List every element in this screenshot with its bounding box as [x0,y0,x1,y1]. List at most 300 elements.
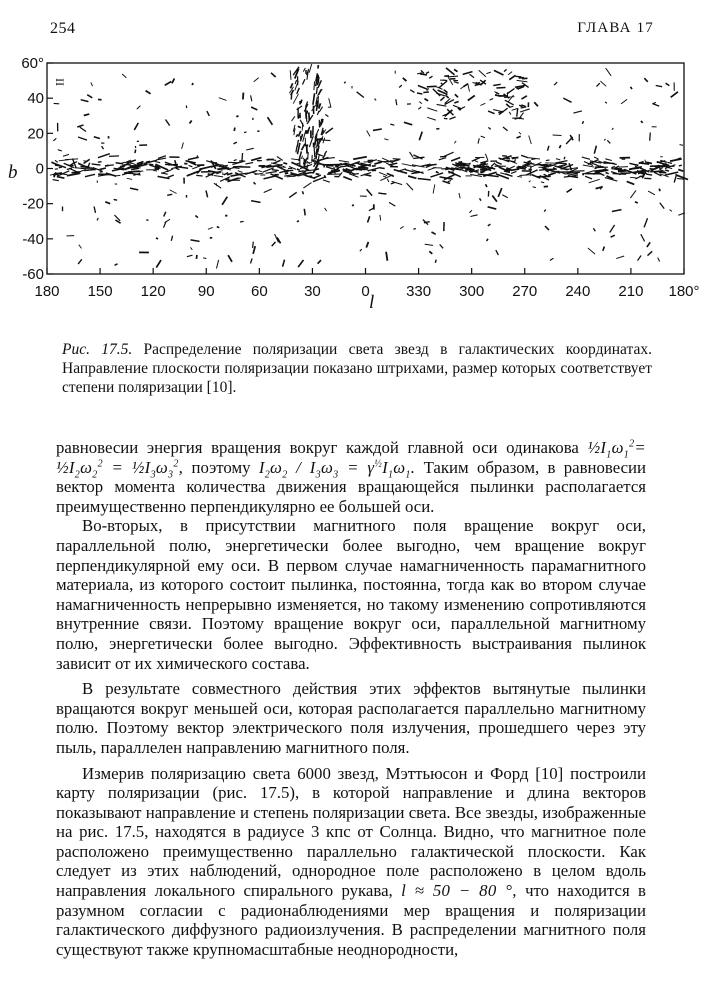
x-tick-label: 240 [565,283,591,300]
polarization-vector [563,98,571,102]
polarization-vector [603,247,605,251]
polarization-vector [344,82,345,84]
polarization-vector [296,163,300,164]
polarization-vector [166,120,170,126]
polarization-vector [318,65,319,69]
polarization-vector [597,83,600,87]
polarization-vector [641,234,645,241]
polarization-vector [191,247,193,250]
polarization-vector [648,191,655,195]
polarization-vector [647,242,650,247]
polarization-vector [91,83,93,87]
polarization-vector [679,165,682,166]
polarization-vectors [50,64,688,269]
polarization-vector [251,95,252,101]
polarization-vector [295,80,297,84]
polarization-vector [234,128,235,131]
polarization-vector [130,188,138,190]
polarization-vector [222,197,227,205]
polarization-vector [594,146,596,154]
polarization-vector [168,175,174,178]
polarization-vector [81,100,89,102]
polarization-vector [296,134,298,137]
polarization-vector [433,89,440,96]
polarization-vector [87,95,92,98]
polarization-vector [190,121,192,124]
paragraph-1 [56,438,646,516]
polarization-vector [316,87,317,94]
polarization-vector [292,116,295,121]
polarization-vector [455,94,458,97]
polarization-vector [246,148,254,150]
polarization-vector [374,162,382,164]
y-axis-title: b [8,162,18,183]
polarization-vector [429,76,432,78]
polarization-vector [568,176,578,178]
polarization-vector [58,173,62,174]
polarization-vector [533,187,536,188]
polarization-vector [418,86,427,90]
polarization-vector [606,173,609,174]
polarization-vector [419,132,422,141]
polarization-vector [508,72,512,75]
polarization-vector [659,189,660,192]
polarization-vector [234,142,237,144]
polarization-vector [660,203,664,209]
polarization-vector [264,176,277,179]
polarization-vector [631,87,633,89]
polarization-vector [511,169,519,170]
polarization-vector [612,210,622,212]
polarization-vector [516,76,522,77]
polarization-vector [573,111,582,113]
polarization-vector [448,181,451,182]
polarization-vector [325,114,328,116]
polarization-vector [238,171,243,173]
polarization-vector [57,177,65,179]
polarization-vector [380,215,381,221]
polarization-vector [527,158,540,160]
polarization-vector [611,167,615,168]
polarization-vector [242,153,243,161]
polarization-vector [339,161,349,163]
longitude-range: l ≈ 50 − 80 °, [401,881,517,901]
polarization-vector [548,146,549,151]
polarization-vector [509,112,511,115]
x-tick-label: 210 [618,283,644,300]
polarization-vector [208,227,213,229]
p1-text-b: поэтому [191,457,251,477]
x-tick-label: 180 [34,283,60,300]
polarization-vector [234,160,237,161]
polarization-vector [318,136,323,147]
polarization-vector [156,260,161,268]
polarization-vector [407,183,414,190]
polarization-vector [379,172,387,175]
polarization-vector [98,162,102,163]
polarization-vector [454,69,457,71]
polarization-vector [392,160,399,162]
polarization-vector [613,174,627,175]
polarization-vector [413,229,415,230]
x-tick-label: 180° [668,283,700,300]
polarization-vector [493,84,500,85]
polarization-vector [502,156,507,157]
polarization-vector [506,158,510,159]
polarization-vector [153,170,157,171]
polarization-vector [313,93,315,105]
polarization-vector [155,162,160,163]
p4-text-a: Измерив поляризацию света 6000 звезд, Мэттьюсон и Форд [10] построили карту поляризации (рис. 17.5), в которой направление и длина векторов показывают направление и степень поляризации света. Все звезды, изображенные на рис. 17.5, находятся в радиусе 3 кпс от Солнца. Видно, что магнитное поле расположено преимущественно параллельно галактической плоскости. Как следует из этих наблюдений, однородное поле расположено в целом вдоль направления локального спирального рукава, [56,763,646,901]
polarization-vector [137,106,141,110]
polarization-vector [131,168,139,169]
x-tick-label: 0 [361,283,370,300]
polarization-vector [400,226,404,228]
energy-equation: $\frac{1}{2}I_1\omega_1^2=$ $\frac{1}{2}I_2\omega_2^2$ = $\frac{1}{2}I_3\omega_3^2$, [56,438,646,480]
polarization-vector [529,181,531,182]
polarization-vector [135,150,136,154]
polarization-vector [418,179,431,180]
polarization-vector [418,107,421,109]
polarization-vector [545,163,558,164]
polarization-vector [84,114,90,115]
polarization-vector [546,160,550,161]
polarization-vector [408,176,416,178]
polarization-vector [480,103,485,105]
polarization-vector [470,74,474,77]
polarization-vector [491,163,495,167]
polarization-vector [650,133,651,141]
polarization-vector [496,250,499,255]
polarization-vector [364,168,368,169]
polarization-vector [387,179,389,182]
polarization-vector [504,69,507,71]
polarization-vector [203,258,206,259]
polarization-vector [316,156,317,160]
x-axis-title: l [369,292,375,312]
page-number: 254 [50,20,76,37]
polarization-vector [511,171,516,173]
polarization-vector [243,93,244,100]
polarization-vector [253,242,254,248]
polarization-vector [517,136,521,138]
polarization-vector [105,202,110,204]
polarization-vector [582,121,583,124]
polarization-vector [410,152,414,158]
polarization-vector [297,221,299,222]
caption-label: Рис. 17.5. [62,341,133,358]
polarization-vector [352,205,354,206]
polarization-vector [665,170,669,171]
polarization-vector [541,182,544,183]
polarization-vector [463,72,473,75]
polarization-vector [519,118,524,119]
paragraph-2: Во-вторых, в присутствии магнитного поля вращение вокруг оси, параллельной полю, энергетически более выгодно, чем вращение вокруг перпендикулярной ему оси. В первом случае намагниченность парамагнитного материала, из которого состоит пылинка, постоянна, тогда как во втором случае намагниченность непрерывно изменяется, но такому изменению сопротивляются внутренние связи. Поэтому вращение вокруг оси, параллельной магнитному полю, энергетически более выгодно. Эффективность выстраивания пылинок зависит от их химического состава. [56,516,646,673]
polarization-vector [302,170,314,171]
polarization-vector [196,175,202,176]
polarization-vector [499,167,507,171]
polarization-vector [440,97,444,101]
polarization-vector [419,102,421,104]
polarization-vector [114,199,118,200]
y-tick-label: 20 [27,125,44,143]
polarization-vector [171,236,172,241]
polarization-vector [641,121,643,123]
polarization-vector [605,159,612,161]
polarization-vector [94,207,95,213]
polarization-vector [67,173,80,175]
polarization-vector [251,107,257,110]
polarization-vector [165,82,172,86]
paragraph-4 [56,764,646,960]
polarization-vector [436,172,439,173]
polarization-vector [321,140,330,141]
x-tick-label: 330 [406,283,432,300]
polarization-vector [612,128,613,130]
polarization-vector [53,180,59,181]
polarization-vector [481,136,485,138]
polarization-vector [677,179,684,180]
polarization-vector [309,64,312,73]
polarization-vector [567,189,572,193]
polarization-vector [146,91,151,94]
y-tick-label: -40 [22,230,44,248]
polarization-vector [172,79,175,84]
polarization-vector [192,166,200,169]
polarization-vector [605,102,607,103]
polarization-vector [375,99,377,101]
x-tick-label: 60 [250,283,268,300]
polarization-vector [325,151,327,154]
polarization-vector [621,99,627,104]
polarization-vector [420,74,427,75]
polarization-vector [254,78,259,82]
polarization-vector [245,163,253,165]
polarization-vector [454,102,458,104]
polarization-vector [631,168,639,169]
polarization-vector [559,145,560,148]
polarization-vector [519,132,521,134]
polarization-vector [499,158,502,160]
polarization-vector [671,92,678,98]
polarization-vector [486,72,491,74]
polarization-vector [427,117,436,120]
polarization-vector [487,175,498,176]
chapter-label: ГЛАВА 17 [577,20,654,36]
polarization-vector [659,172,666,173]
polarization-vector [149,164,154,165]
polarization-vector [170,190,177,194]
polarization-vector [251,201,260,203]
polarization-vector [115,264,118,266]
polarization-vector [496,162,502,164]
polarization-vector [207,111,209,116]
polarization-vector [329,98,331,107]
polarization-vector [131,166,139,167]
polarization-vector [323,180,330,182]
polarization-vector [266,172,277,174]
polarization-vector [528,161,531,163]
polarization-vector [78,137,87,140]
polarization-vector [77,125,83,127]
polarization-vector [271,73,276,77]
polarization-vector [667,162,672,163]
polarization-vector [283,260,285,267]
polarization-vector [529,136,532,145]
x-axis [34,268,699,300]
polarization-vector [449,172,454,173]
polarization-vector [486,184,488,187]
polarization-vector [488,207,497,209]
polarization-vector [353,157,367,160]
polarization-vector [272,242,276,246]
polarization-vector [264,189,272,193]
paragraph-3: В результате совместного действия этих эффектов вытянутые пылинки вращаются вокруг меньшей оси, которая располагается параллельно магнитному полю. Поэтому вектор электрического поля излучения, прошедшего через эту пыль, параллелен направлению магнитного поля. [56,679,646,757]
polarization-vector [544,210,546,212]
polarization-vector [58,150,62,151]
polarization-vector [268,117,273,125]
polarization-vector [498,188,502,197]
polarization-vector [122,74,126,78]
polarization-vector [439,81,447,88]
polarization-vector [564,157,565,160]
polarization-vector [433,184,435,193]
polarization-vector [94,137,100,139]
polarization-vector [496,88,505,89]
polarization-vector [454,141,456,143]
polarization-vector [386,252,387,261]
polarization-vector [593,228,595,231]
polarization-vector [439,158,446,160]
polarization-vector [384,139,388,140]
polarization-vector [291,159,299,160]
polarization-vector [451,158,460,162]
polarization-vector [55,165,59,166]
polarization-vector [55,160,58,162]
polarization-vector [307,115,313,124]
polarization-vector [314,81,315,90]
polarization-vector [319,103,321,108]
y-tick-label: 0 [35,160,44,178]
p1-text-d: в равновесии вектор момента количества движения вращающейся пылинки располагается преимущественно перпендикулярно ее большей оси. [56,457,646,516]
polarization-vector [298,260,303,267]
polarization-vector [396,99,397,105]
polarization-vector [100,172,103,173]
polarization-vector [84,159,90,163]
polarization-vector [182,143,184,149]
polarization-vector [618,170,624,171]
y-tick-label: 60° [21,55,44,72]
polarization-vector [219,98,227,101]
polarization-vector [616,256,624,259]
polarization-vector [585,176,592,179]
polarization-vector [315,134,317,146]
polarization-vector [276,165,282,167]
polarization-vector [548,173,556,175]
polarization-map [0,52,704,312]
polarization-vector [589,179,600,183]
polarization-vector [116,175,121,176]
polarization-vector [425,244,433,245]
polarization-vector [302,144,306,150]
polarization-vector [316,174,320,175]
polarization-vector [236,116,238,117]
polarization-vector [373,160,377,161]
polarization-vector [509,75,515,79]
polarization-vector [318,89,323,96]
polarization-vector [128,171,139,172]
polarization-vector [108,165,114,166]
polarization-vector [485,154,487,160]
polarization-vector [214,183,221,188]
polarization-vector [156,158,166,160]
polarization-vector [480,198,482,200]
polarization-vector [317,111,319,115]
polarization-vector [303,68,305,72]
polarization-vector [326,128,333,134]
polarization-vector [509,166,514,169]
polarization-vector [666,83,670,85]
polarization-vector [610,225,615,233]
polarization-vector [314,175,321,178]
polarization-vector [503,127,508,131]
polarization-vector [367,131,370,137]
polarization-vector [109,156,119,157]
y-tick-label: -20 [22,195,44,213]
polarization-vector [611,235,615,237]
ratio-equation: $I_2\omega_2 / I_3\omega_3 = \gamma^{\frac{1}{2}}I_1\omega_1$. [258,457,416,480]
polarization-vector [453,105,461,108]
polarization-vector [680,145,684,146]
polarization-vector [357,92,364,98]
polarization-vector [297,169,300,170]
polarization-vector [343,177,352,180]
polarization-vector [678,170,683,172]
polarization-vector [63,154,69,156]
polarization-vector [486,166,489,167]
polarization-vector [644,78,648,82]
y-tick-label: -60 [22,266,44,283]
polarization-vector [502,195,508,198]
polarization-vector [293,94,298,104]
polarization-vector [380,168,385,169]
polarization-vector [547,165,555,166]
polarization-vector [318,260,321,264]
polarization-vector [59,167,62,168]
polarization-vector [446,68,455,75]
polarization-vector [301,100,302,104]
polarization-vector [635,202,638,203]
polarization-vector [648,251,653,255]
polarization-vector [435,260,436,263]
polarization-vector [656,86,662,87]
polarization-vector [410,90,414,93]
polarization-vector [432,232,436,234]
polarization-vector [446,95,449,98]
polarization-vector [425,99,429,101]
x-tick-label: 270 [512,283,538,300]
p1-text-c: Таким образом, [423,457,540,477]
polarization-vector [366,242,368,248]
polarization-vector [644,218,647,227]
polarization-vector [307,111,308,114]
figure-caption [62,340,652,397]
polarization-vector [463,84,467,87]
polarization-vector [360,249,362,251]
polarization-vector [488,127,490,129]
polarization-vector [92,164,101,165]
polarization-vector [403,78,407,81]
